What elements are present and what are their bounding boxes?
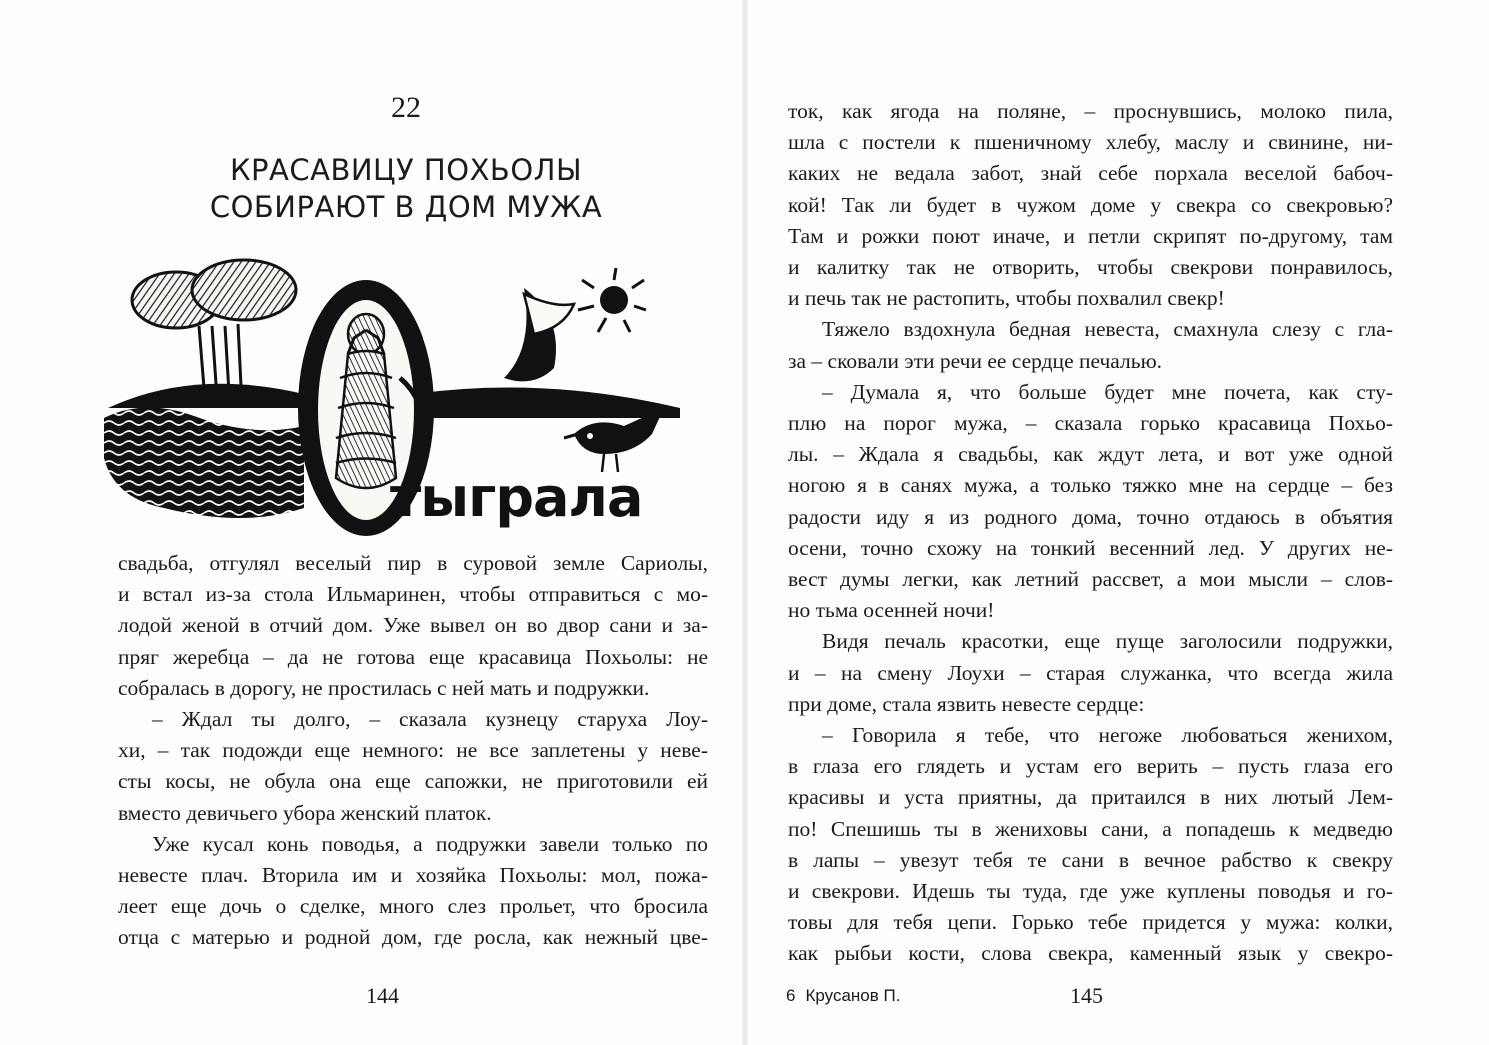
text-line: ногою я в санях мужа, а только тяжко мне на сердце – без	[788, 473, 1393, 498]
text-line: по! Спешишь ты в жениховы сани, а попадешь к медведю	[788, 816, 1393, 841]
text-line: – Говорила я тебе, что негоже любоваться женихом,	[822, 723, 1393, 748]
text-line: лы. – Ждала я свадьбы, как ждут лета, и вот уже одной	[788, 442, 1393, 467]
text-line: красивы и уста приятны, да притаился в них лютый Лем-	[788, 785, 1393, 810]
text-line: Уже кусал конь поводья, а подружки завели только по	[152, 831, 708, 856]
text-line: пряг жеребца – да не готова еще красавица Похьолы: не	[118, 644, 708, 669]
printer-signature	[786, 985, 900, 1007]
text-line: плю на порог мужа, – сказала горько красавица Похьо-	[788, 411, 1393, 436]
dropcap-word	[390, 468, 642, 528]
cloud-icon	[132, 260, 296, 398]
text-line: товы для тебя цепи. Горько тебе придется у мужа: колки,	[788, 910, 1393, 935]
text-line: в глаза его глядеть и устам его верить – пусть глаза его	[788, 754, 1393, 779]
text-line: каких не ведала забот, знай себе порхала веселой бабоч-	[788, 161, 1393, 186]
right-page	[748, 0, 1489, 1045]
chapter-number: 22	[391, 91, 421, 124]
text-line: невесте плач. Вторила им и хозяйка Похьолы: мол, пожа-	[118, 863, 708, 888]
text-line: и калитку так не отворить, чтобы свекрови понравилось,	[788, 255, 1393, 280]
text-line: сты косы, не обула она еще сапожки, не приготовили ей	[118, 769, 708, 794]
text-line: свадьба, отгулял веселый пир в суровой земле Сариолы,	[118, 551, 708, 575]
text-line: – Думала я, что больше будет мне почета, как сту-	[822, 379, 1393, 404]
text-line: хи, – так подожди еще немного: не все заплетены у неве-	[118, 738, 708, 763]
text-line: и – на смену Лоухи – старая служанка, что всегда жила	[788, 660, 1393, 685]
text-line: Видя печаль красотки, еще пуще заголосили подружки,	[822, 629, 1393, 654]
text-line: в лапы – увезут тебя те сани в вечное рабство к свекру	[788, 847, 1393, 872]
text-line: радости иду я из родного дома, точно отдаюсь в объятия	[788, 504, 1393, 529]
sun-icon	[578, 268, 646, 332]
text-line: вест думы легки, как летний рассвет, а мои мысли – слов-	[788, 567, 1393, 592]
text-line: кой! Так ли будет в чужом доме у свекра со свекровью?	[788, 192, 1393, 217]
signature-number: 6	[786, 986, 796, 1005]
chapter-title-line: СОБИРАЮТ В ДОМ МУЖА	[209, 190, 603, 224]
left-page	[0, 0, 742, 1045]
text-line: лодой женой в отчий дом. Уже вывел он во двор сани и за-	[118, 613, 708, 638]
text-line: при доме, стала язвить невесте сердце:	[788, 691, 1145, 716]
text-line: ток, как ягода на поляне, – проснувшись, молоко пила,	[788, 99, 1393, 123]
text-line: леет еще дочь о сделке, много слез прольет, что бросила	[118, 894, 708, 919]
chapter-title-line: КРАСАВИЦУ ПОХЬОЛЫ	[229, 153, 583, 187]
text-line: осени, точно схожу на тонкий весенний лед. У других не-	[788, 535, 1393, 560]
signature-text: Крусанов П.	[805, 986, 901, 1005]
text-line: шла с постели к пшеничному хлебу, маслу и свинине, ни-	[788, 130, 1393, 155]
page-number: 144	[366, 983, 399, 1008]
text-line: Там и рожки поют иначе, и петли скрипят по-другому, там	[788, 223, 1393, 248]
text-line: и печь так не растопить, чтобы похвалил свекр!	[788, 286, 1225, 311]
text-line: собралась в дорогу, не простилась с ней мать и подружки.	[118, 675, 650, 700]
text-line: за – сковали эти речи ее сердце печалью.	[788, 348, 1163, 373]
text-line: вместо девичьего убора женский платок.	[118, 800, 492, 825]
text-line: и встал из-за стола Ильмаринен, чтобы отправиться с мо-	[118, 582, 708, 607]
chapter-title	[100, 152, 712, 226]
text-line: Тяжело вздохнула бедная невеста, смахнула слезу с гла-	[822, 317, 1393, 342]
text-line: отца с матерью и родной дом, где росла, как нежный цве-	[118, 925, 708, 950]
left-body-text	[118, 548, 708, 954]
text-line: и свекрови. Идешь ты туда, где уже куплены поводья и го-	[788, 879, 1393, 904]
text-line: но тьма осенней ночи!	[788, 598, 995, 623]
dropcap-rest: тыграла	[390, 466, 643, 529]
text-line: – Ждал ты долго, – сказала кузнецу старуха Лоу-	[152, 707, 708, 732]
text-line: как рыбьи кости, слова свекра, каменный язык у свекро-	[788, 941, 1393, 966]
page-number: 145	[1070, 983, 1103, 1008]
right-body-text	[788, 96, 1393, 970]
